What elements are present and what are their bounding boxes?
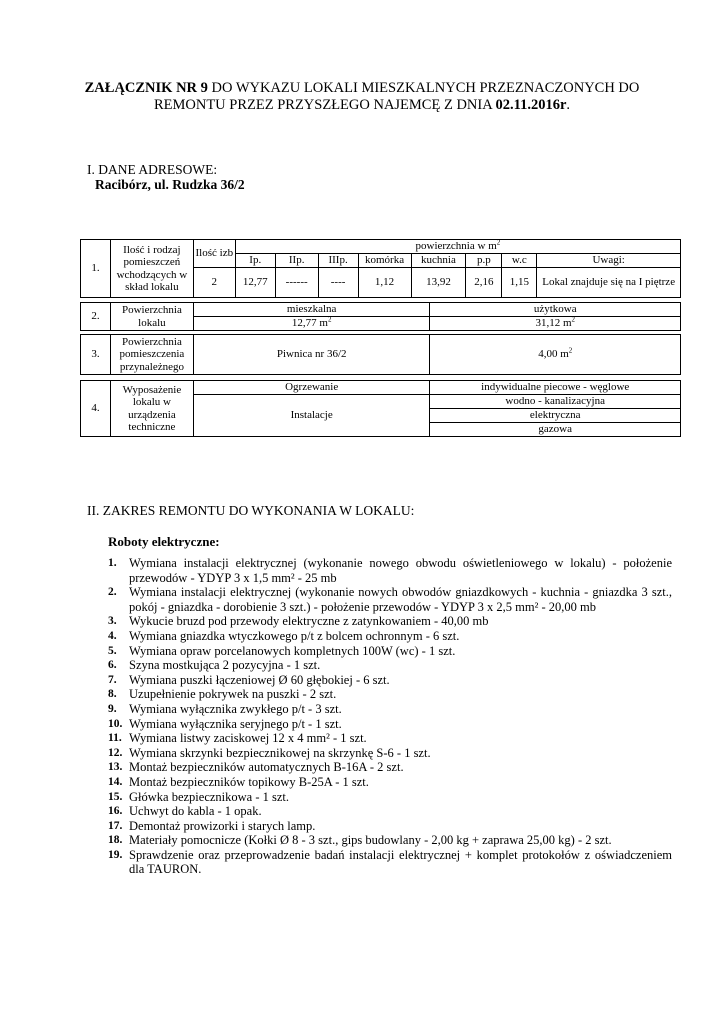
unit-sup: 2 [568,346,573,355]
list-item-number: 5. [108,644,117,657]
installation-gas: gazowa [430,423,681,437]
additional-area-text: 4,00 m [538,348,569,361]
document-title [60,80,664,114]
list-item [108,731,672,746]
list-item-number: 14. [108,775,123,788]
subheader-uwagi: Uwagi: [537,254,681,268]
value-ip: 12,77 [235,268,275,298]
usable-area-value [430,317,681,331]
subheader-pp: p.p [466,254,502,268]
list-item-number: 11. [108,732,122,745]
installation-water: wodno - kanalizacyjna [430,395,681,409]
list-item-number: 18. [108,834,123,847]
additional-room-name: Piwnica nr 36/2 [193,335,430,375]
list-item-number: 17. [108,819,123,832]
value-count: 2 [193,268,235,298]
list-item-text: Wymiana listwy zaciskowej 12 x 4 mm² - 1 szt. [129,731,367,746]
list-item-number: 1. [108,557,117,569]
list-item-text: Demontaż prowizorki i starych lamp. [129,818,316,833]
unit-sup: 2 [571,315,575,324]
value-iip: ------ [275,268,318,298]
installations-label: Instalacje [193,395,430,437]
list-item-number: 7. [108,673,117,686]
rooms-table [80,239,681,298]
installation-electric: elektryczna [430,409,681,423]
value-komorka: 1,12 [358,268,411,298]
title-text-2: REMONTU PRZEZ PRZYSZŁEGO NAJEMCĘ Z DNIA [153,97,496,113]
area-header-text: powierzchnia w m [415,240,497,253]
list-item-number: 15. [108,790,123,803]
list-item-number: 10. [108,717,123,730]
heating-value: indywidualne piecowe - węglowe [430,381,681,395]
list-item-text: Wymiana instalacji elektrycznej (wykonanie nowego obwodu oświetleniowego w lokalu) - położenie przewodów - YDYP 3 x 1,5 mm² - 25 mb [129,556,672,585]
list-item [108,804,672,819]
equipment-table [80,380,681,437]
list-item-text: Wymiana gniazdka wtyczkowego p/t z bolcem ochronnym - 6 szt. [129,628,460,643]
list-item-text: Wymiana instalacji elektrycznej (wykonanie nowych obwodów gniazdkowych - kuchnia - gniazdka 3 szt., pokój - gniazdka - dorobienie 3 szt.) - położenie przewodów - YDYP 3 x 2,5 mm² - 20,00 mb [129,585,672,614]
list-item [108,702,672,717]
equipment-label: Wyposażenie lokalu w urządzenia techniczne [110,381,193,437]
row-number: 1. [81,240,111,298]
list-item-number: 4. [108,629,117,642]
list-item-number: 16. [108,805,123,818]
list-item-number: 19. [108,848,123,861]
works-list [108,556,672,877]
row-number: 3. [81,335,111,375]
list-item-number: 9. [108,702,117,715]
list-item [108,819,672,834]
value-iiip: ---- [318,268,358,298]
area-table [80,302,681,331]
list-item [108,629,672,644]
usable-area-text: 31,12 m [535,317,572,330]
title-date: 02.11.2016r [495,97,567,113]
additional-room-table [80,334,681,375]
rooms-type-header: Ilość i rodzaj pomieszczeń wchodzących w skład lokalu [110,240,193,298]
list-item-text: Sprawdzenie oraz przeprowadzenie badań instalacji elektrycznej + komplet protokołów z oświadczeniem dla TAURON. [129,847,672,877]
additional-room-area [430,335,681,375]
section-scope-heading: II. ZAKRES REMONTU DO WYKONANIA W LOKALU: [87,503,415,518]
electrical-works-heading: Roboty elektryczne: [108,534,220,549]
value-wc: 1,15 [502,268,537,298]
subheader-kuchnia: kuchnia [411,254,466,268]
living-area-header: mieszkalna [193,303,430,317]
list-item [108,644,672,659]
list-item [108,673,672,688]
list-item-number: 8. [108,688,117,701]
list-item [108,775,672,790]
list-item-text: Montaż bezpieczników automatycznych B-16A - 2 szt. [129,760,404,775]
list-item-text: Wymiana skrzynki bezpiecznikowej na skrzynkę S-6 - 1 szt. [129,745,431,760]
list-item-number: 3. [108,615,117,628]
value-pp: 2,16 [466,268,502,298]
list-item [108,833,672,848]
living-area-text: 12,77 m [291,317,328,330]
subheader-iiip: IIIp. [318,254,358,268]
list-item [108,717,672,732]
list-item-text: Wykucie bruzd pod przewody elektryczne z zatynkowaniem - 40,00 mb [129,614,489,629]
title-text-1: DO WYKAZU LOKALI MIESZKALNYCH PRZEZNACZONYCH DO [207,80,640,96]
list-item [108,746,672,761]
list-item [108,614,672,629]
subheader-wc: w.c [502,254,537,268]
subheader-komorka: komórka [358,254,411,268]
value-uwagi: Lokal znajduje się na I piętrze [537,268,681,298]
list-item [108,658,672,673]
list-item-text: Wymiana puszki łączeniowej Ø 60 głębokiej - 6 szt. [129,672,390,687]
list-item-text: Wymiana wyłącznika zwykłego p/t - 3 szt. [129,701,342,716]
list-item-text: Główka bezpiecznikowa - 1 szt. [129,789,290,804]
additional-room-label: Powierzchnia pomieszczenia przynależnego [110,335,193,375]
area-label: Powierzchnia lokalu [110,303,193,331]
subheader-iip: IIp. [275,254,318,268]
list-item-text: Wymiana wyłącznika seryjnego p/t - 1 szt. [129,716,342,731]
list-item-number: 6. [108,659,117,672]
living-area-value [193,317,430,331]
usable-area-header: użytkowa [430,303,681,317]
room-count-header: Ilość izb [193,240,235,268]
list-item-text: Materiały pomocnicze (Kołki Ø 8 - 3 szt., gips budowlany - 2,00 kg + zaprawa 25,00 kg) - 2 szt. [129,833,612,848]
list-item [108,687,672,702]
area-header [235,240,680,254]
list-item [108,760,672,775]
list-item [108,848,672,877]
list-item-text: Montaż bezpieczników topikowy B-25A - 1 szt. [129,774,369,789]
list-item-number: 2. [108,586,117,599]
row-number: 4. [81,381,111,437]
list-item-number: 13. [108,761,123,774]
list-item [108,556,672,585]
list-item-text: Uzupełnienie pokrywek na puszki - 2 szt. [129,687,337,702]
section-address-heading: I. DANE ADRESOWE: [87,162,218,177]
heating-label: Ogrzewanie [193,381,430,395]
list-item-text: Uchwyt do kabla - 1 opak. [129,804,262,819]
list-item [108,790,672,805]
unit-sup: 2 [327,315,332,324]
row-number: 2. [81,303,111,331]
list-item-text: Szyna mostkująca 2 pozycyjna - 1 szt. [129,658,321,673]
area-unit-sup: 2 [496,238,501,247]
subheader-ip: Ip. [235,254,275,268]
list-item-text: Wymiana opraw porcelanowych kompletnych 100W (wc) - 1 szt. [129,643,456,658]
title-annex-number: ZAŁĄCZNIK NR 9 [84,80,208,96]
value-kuchnia: 13,92 [411,268,466,298]
address: Racibórz, ul. Rudzka 36/2 [95,177,245,192]
list-item-number: 12. [108,746,123,759]
list-item [108,585,672,614]
title-end: . [566,97,571,113]
